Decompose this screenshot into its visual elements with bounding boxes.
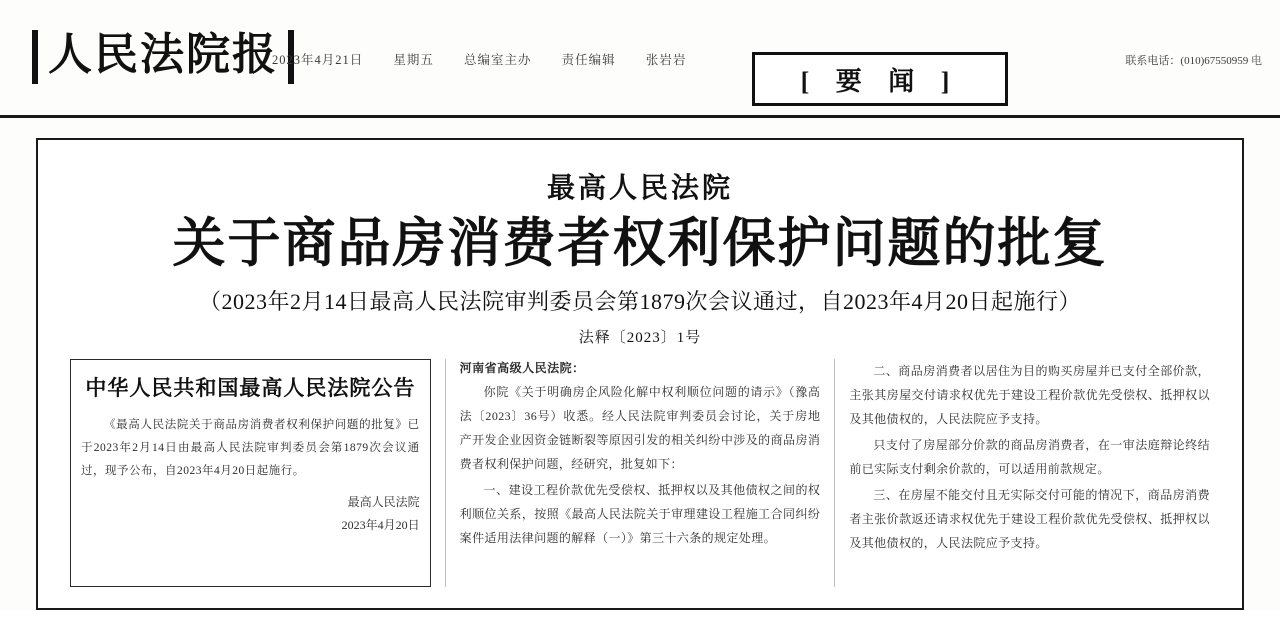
column-middle (445, 359, 835, 587)
page-bottom-margin (0, 610, 1280, 628)
publication-date: 2023年4月21日 (272, 53, 364, 67)
masthead (0, 0, 1280, 118)
article-passed-line: （2023年2月14日最高人民法院审判委员会第1879次会议通过，自2023年4月20日起施行） (198, 288, 1081, 314)
contact-phone: 联系电话：(010)67550959 (1125, 55, 1249, 67)
body-paragraph: 二、商品房消费者以居住为目的购买房屋并已支付全部价款，主张其房屋交付请求权优先于建设工程价款优先受偿权、抵押权以及其他债权的，人民法院应予支持。 (849, 363, 1211, 426)
weekday: 星期五 (393, 53, 434, 67)
column-left (56, 359, 445, 587)
announcement-date: 2023年4月20日 (341, 517, 420, 532)
announcement-title: 中华人民共和国最高人民法院公告 (85, 375, 416, 400)
contact-tail: 电 (1251, 55, 1262, 67)
announcement-signature: 最高人民法院 (347, 494, 420, 509)
body-paragraph: 你院《关于明确房企风险化解中权利顺位问题的请示》（豫高法〔2023〕36号）收悉。经人民法院审判委员会讨论，关于房地产开发企业因资金链断裂等原因引发的相关纠纷中涉及的商品房消费者权利保护问题，经研究，批复如下： (459, 384, 821, 471)
masthead-meta (272, 50, 712, 68)
article-main-title: 关于商品房消费者权利保护问题的批复 (172, 215, 1108, 273)
announcement-signature-block (81, 491, 420, 537)
body-paragraph: 三、在房屋不能交付且无实际交付可能的情况下，商品房消费者主张价款返还请求权优先于建设工程价款优先受偿权、抵押权以及其他债权的，人民法院应予支持。 (849, 487, 1211, 550)
section-header-box (752, 52, 1008, 106)
responsible-editor-name: 张岩岩 (645, 53, 687, 67)
article-frame (36, 138, 1244, 610)
paper-title: 人民法院报 (32, 30, 294, 84)
addressee-line: 河南省高级人民法院： (459, 360, 585, 375)
section-label: [ 要 闻 ] (800, 66, 960, 96)
contact-info (1125, 52, 1262, 68)
article-doc-number: 法释〔2023〕1号 (578, 329, 702, 346)
announcement-body: 《最高人民法院关于商品房消费者权利保护问题的批复》已于2023年2月14日由最高人民法院审判委员会第1879次会议通过，现予公布，自2023年4月20日起施行。 (81, 418, 420, 477)
body-paragraph: 只支付了房屋部分价款的商品房消费者，在一审法庭辩论终结前已实际支付剩余价款的，可以适用前款规定。 (849, 437, 1211, 476)
article-subtitle: 最高人民法院 (546, 173, 733, 204)
body-paragraph: 一、建设工程价款优先受偿权、抵押权以及其他债权之间的权利顺位关系，按照《最高人民法院关于审理建设工程施工合同纠纷案件适用法律问题的解释（一）》第三十六条的规定处理。 (459, 482, 821, 545)
responsible-editor-label: 责任编辑 (561, 53, 616, 67)
column-right (834, 359, 1224, 587)
editorial-office: 总编室主办 (464, 53, 532, 67)
article-columns (56, 359, 1224, 587)
announcement-box (70, 359, 431, 587)
